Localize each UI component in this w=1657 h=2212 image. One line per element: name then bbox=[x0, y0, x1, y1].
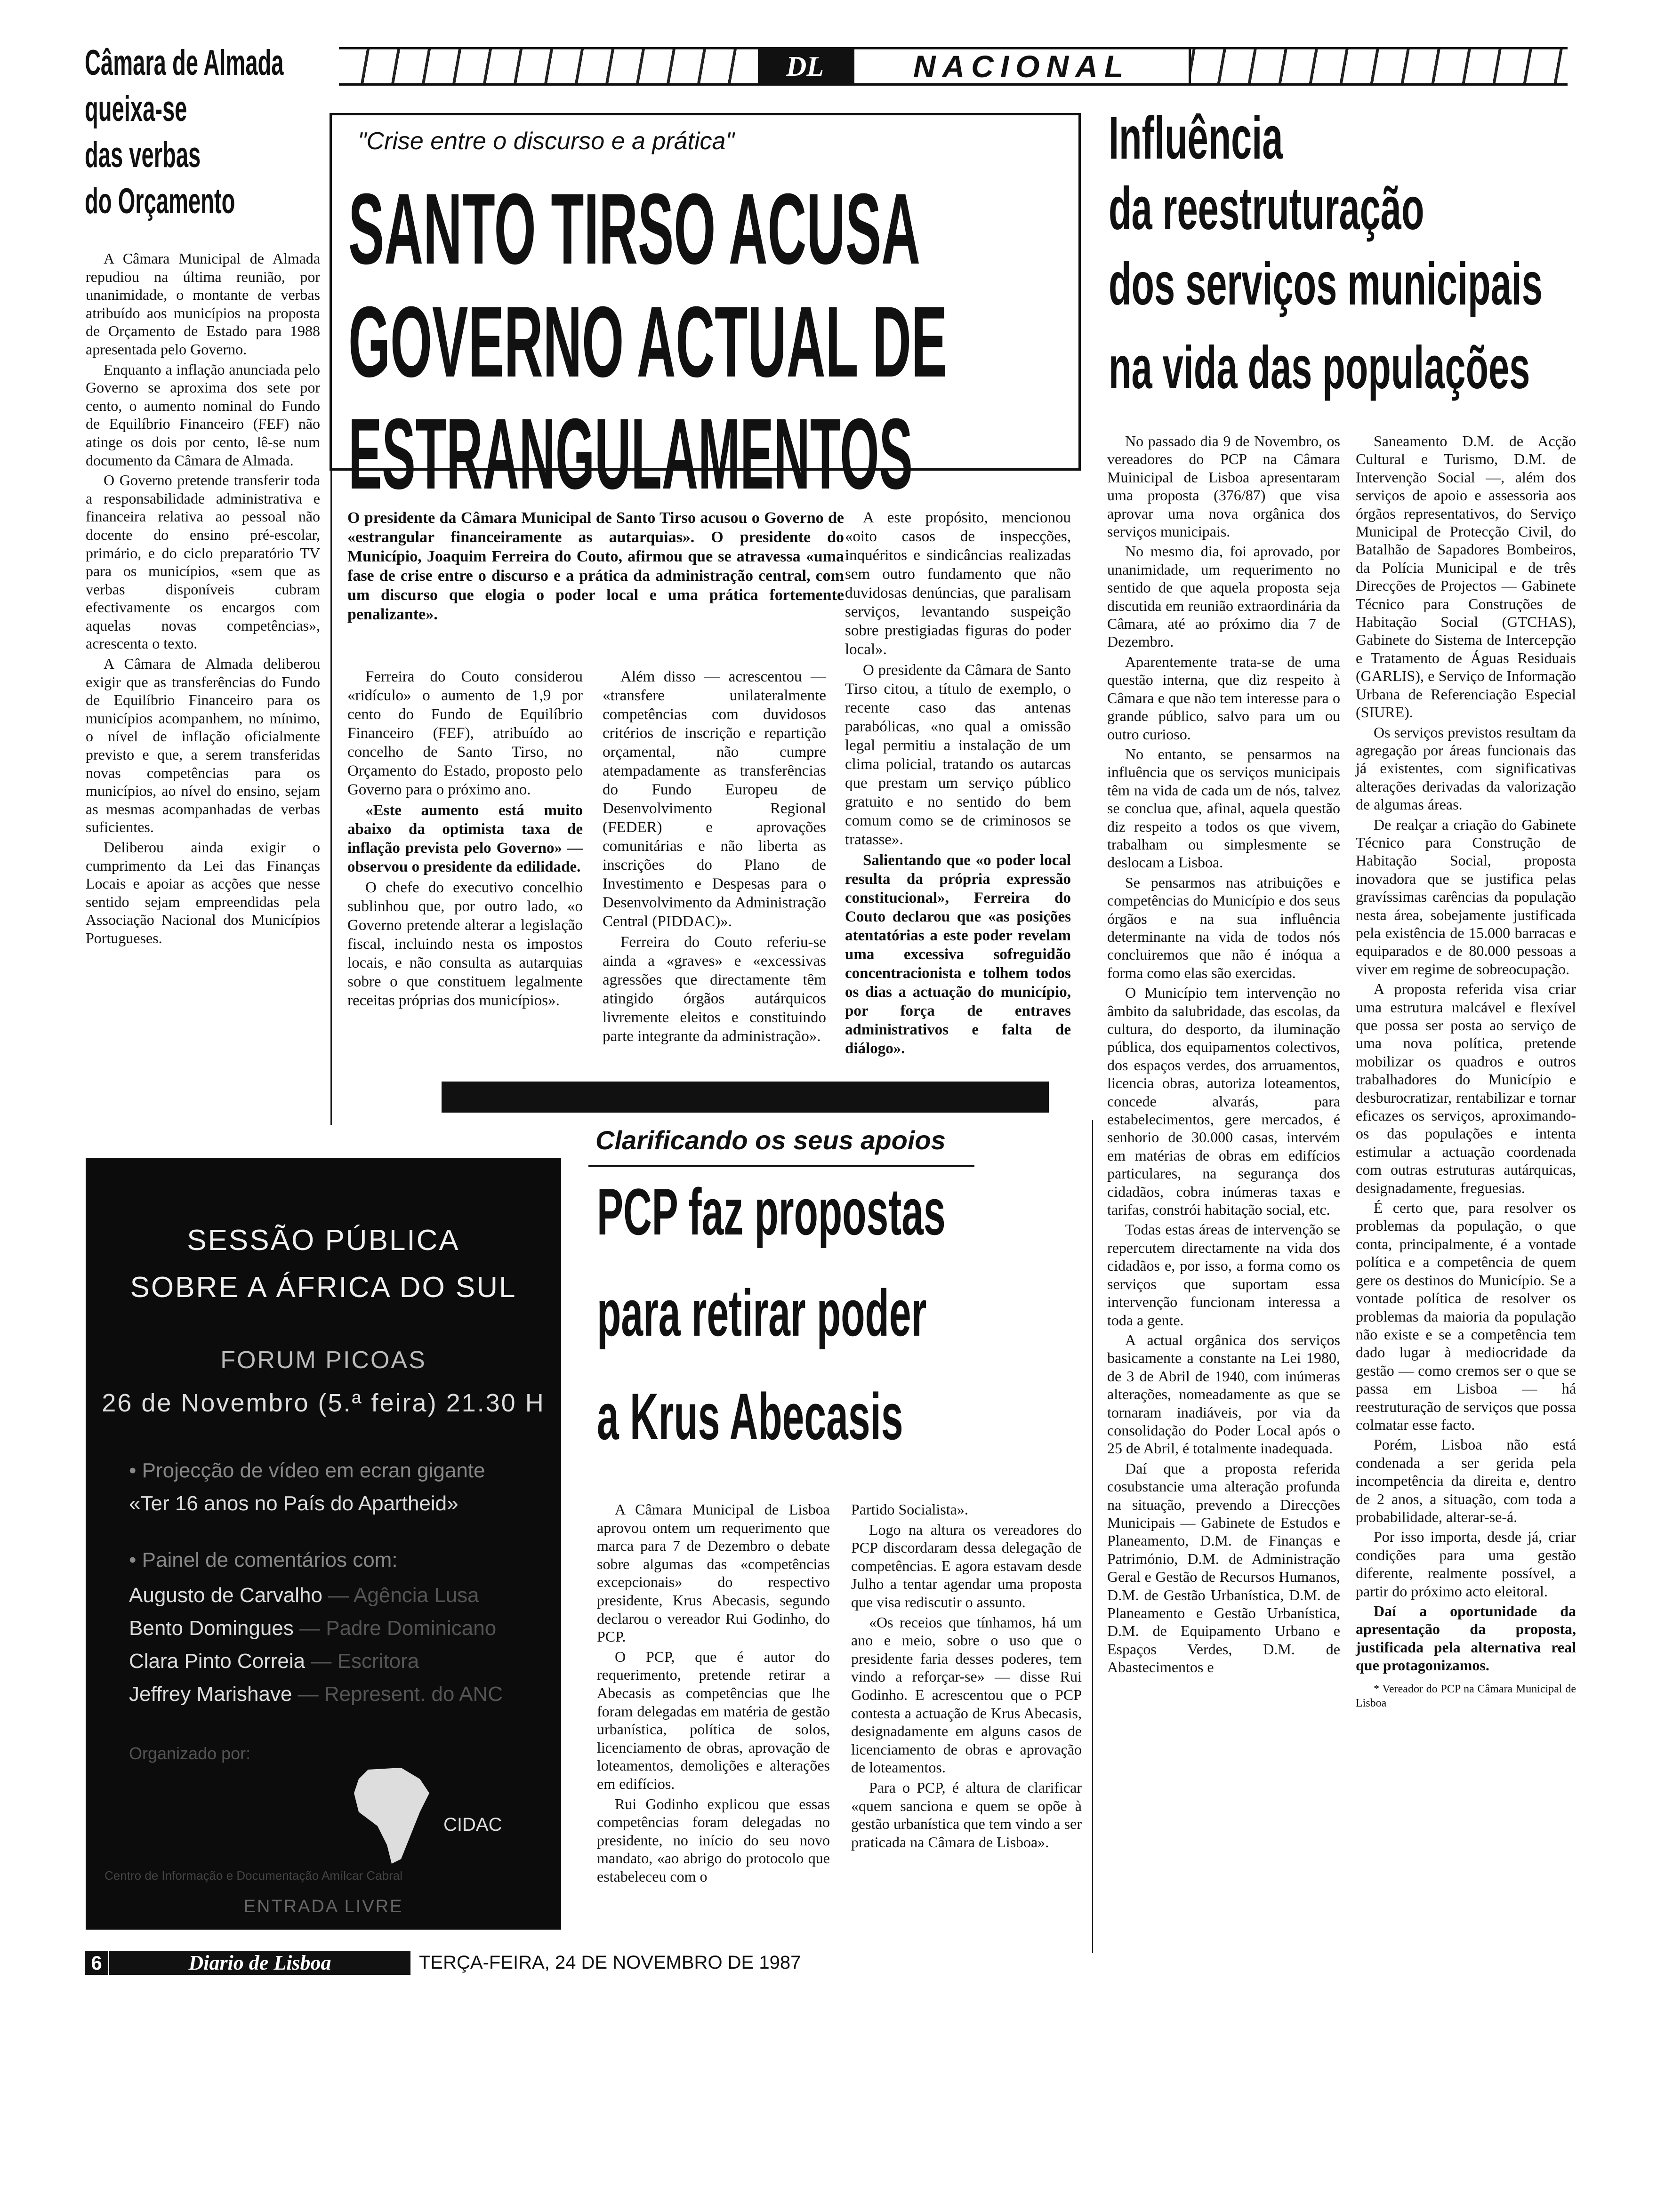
paragraph: Enquanto a inflação anunciada pelo Governo se aproxima dos sete por cento, o aumento nominal do Fundo de Equilíbrio Financeiro (FEF) não atinge os dois por cento, lê-se num documento da Câmara de Almada. bbox=[86, 361, 320, 469]
right-col-1: No passado dia 9 de Novembro, os vereadores do PCP na Câmara Muinicipal de Lisboa apresentaram uma proposta (376/87) que visa aprovar uma nova orgânica dos serviços municipais. No mesmo dia, foi aprovado, por unanimidade, um requerimento no sentido de que aquela proposta seja discutida em reunião extraordinária da Câmara, até ao próximo dia 7 de Dezembro. Aparentemente trata-se de uma questão interna, que diz respeito à Câmara e que não tem interesse para o grande público, salvo para um ou outro curioso. No entanto, se pensarmos na influência que os serviços municipais têm na vida de cada um de nós, talvez se conclua que, afinal, aquela questão diz respeito a todos os que vivem, trabalham ou simplesmente se deslocam a Lisboa. Se pensarmos nas atribuições e competências do Município e dos seus órgãos e na sua influência determinante na vida de todos nós concluiremos que não é inóqua a forma como elas são exercidas. O Município tem intervenção no âmbito da salubridade, das escolas, da cultura, do desporto, da iluminação pública, dos equipamentos colectivos, dos espaços verdes, dos arruamentos, licencia obras, autoriza loteamentos, concede alvarás, para estabelecimentos, gere mercados, é senhorio de 30.000 casas, intervém em matérias de obras em edifícios particulares, na segurança dos cidadãos, cobra inúmeras taxas e tarifas, constrói habitação social, etc. Todas estas áreas de intervenção se repercutem directamente na vida dos cidadãos e, por isso, a forma como os serviços que suportam essa intervenção funcionam interessa a toda a gente. A actual orgânica dos serviços basicamente a constante na Lei 1980, de 3 de Abril de 1940, com inúmeras alterações, nomeadamente as que se tornaram inadiáveis, por via da consolidação do Poder Local após o 25 de Abril, é totalmente inadequada. Daí que a proposta referida cosubstancie uma alteração profunda na situação, prevendo a Direcções Municipais — Gabinete de Estudos e Planeamento, D.M. de Finanças e Património, D.M. de Administração Geral e Gestão de Recursos Humanos, D.M. de Gestão Urbanística, D.M. de Planeamento e Gestão Urbanística, D.M. de Equipamento Urbano e Espaços Verdes, D.M. de Abastecimentos e bbox=[1107, 433, 1340, 1676]
ad-organizer-full: Centro de Informação e Documentação Amílcar Cabral bbox=[105, 1868, 402, 1883]
main-headline-2: GOVERNO ACTUAL DE bbox=[348, 286, 948, 398]
ad-organizer: CIDAC bbox=[443, 1814, 502, 1835]
ad-title-2: SOBRE A ÁFRICA DO SUL bbox=[130, 1271, 517, 1304]
event-advertisement bbox=[86, 1158, 561, 1930]
ad-title-1: SESSÃO PÚBLICA bbox=[187, 1224, 460, 1257]
ad-item-film: «Ter 16 anos no País do Apartheid» bbox=[129, 1492, 458, 1515]
ad-panelist: Augusto de Carvalho — Agência Lusa bbox=[129, 1584, 479, 1607]
pcp-col-1: A Câmara Municipal de Lisboa aprovou ontem um requerimento que marca para 7 de Dezembro o debate sobre algumas das «competências excepcionais» do respectivo presidente, Krus Abecasis, segundo declarou o vereador Rui Godinho, do PCP. O PCP, que é autor do requerimento, pretende retirar a Abecasis as competências que lhe foram delegadas em matéria de gestão urbanística, política de solos, licenciamento de obras, aprovação de loteamentos, demolições e alterações em edifícios. Rui Godinho explicou que essas competências foram delegadas no presidente, no início do seu novo mandato, «ao abrigo do protocolo que estabeleceu com o bbox=[597, 1501, 830, 1885]
ad-item-panel: • Painel de comentários com: bbox=[129, 1548, 398, 1571]
ad-datetime: 26 de Novembro (5.ª feira) 21.30 H bbox=[102, 1389, 545, 1417]
kicker-rule bbox=[588, 1165, 974, 1167]
right-headline-2: da reestruturação bbox=[1109, 175, 1424, 242]
left-headline-3: das verbas bbox=[85, 135, 201, 175]
left-headline-2: queixa-se bbox=[85, 89, 187, 129]
paragraph: A Câmara Municipal de Almada repudiou na última reunião, por unanimidade, o montante de verbas atribuído aos municípios na proposta de Orçamento de Estado para 1988 apresentada pelo Governo. bbox=[86, 250, 320, 358]
pcp-headline-2: para retirar poder bbox=[597, 1276, 927, 1350]
ad-item-video: • Projecção de vídeo em ecran gigante bbox=[129, 1459, 485, 1482]
issue-date: TERÇA-FEIRA, 24 DE NOVEMBRO DE 1987 bbox=[419, 1952, 801, 1973]
left-headline-1: Câmara de Almada bbox=[85, 43, 284, 83]
main-col-3: A este propósito, mencionou «oito casos de inspecções, inquéritos e sindicâncias realizadas sem outro fundamento que não duvidosas denúncias, que paralisam serviços, levantando suspeição sobre prestigiadas figuras do poder local». O presidente da Câmara de Santo Tirso citou, a título de exemplo, o recente caso das antenas parabólicas, «no qual a omissão legal permitiu a instalação de um clima policial, tratando os autarcas que prestam um serviço público gratuito e no sentido do bem comum como se de criminosos se tratasse». Salientando que «o poder local resulta da própria expressão constitucional», Ferreira do Couto declarou que «as posições atentatórias a este poder revelam uma excessiva sofreguidão concentracionista e tolhem todos os dias a actuação do município, por força de entraves administrativos e falta de diálogo». bbox=[845, 509, 1071, 1057]
main-col-2: Além disso — acrescentou — «transfere unilateralmente competências com duvidosos critérios de inscrição e repartição orçamental, não cumpre atempadamente as transferências do Fundo Europeu de Desenvolvimento Regional (FEDER) e aprovações comunitárias e não liberta as inscrições do Plano de Investimento e Despesas para o Desenvolvimento da Administração Central (PIDDAC)». Ferreira do Couto referiu-se ainda a «graves» e «excessivas agressões que directamente têm atingido órgãos autárquicos livremente eleitos e constituindo parte integrante da administração». bbox=[603, 668, 826, 1045]
column-rule bbox=[1092, 1120, 1093, 1953]
ad-panelist: Clara Pinto Correia — Escritora bbox=[129, 1650, 419, 1673]
left-article-body bbox=[86, 249, 320, 949]
right-headline-4: na vida das populações bbox=[1109, 334, 1530, 401]
footnote: * Vereador do PCP na Câmara Municipal de Lisboa bbox=[1356, 1683, 1576, 1709]
main-headline-3: ESTRANGULAMENTOS bbox=[348, 398, 913, 510]
main-kicker: "Crise entre o discurso e a prática" bbox=[358, 128, 734, 155]
ad-venue: FORUM PICOAS bbox=[220, 1346, 426, 1374]
pcp-col-2: Partido Socialista». Logo na altura os vereadores do PCP discordaram dessa delegação de competências. E agora estavam desde Julho a tentar agendar uma proposta que visa rediscutir o assunto. «Os receios que tínhamos, há um ano e meio, sobre o uso que o presidente faria desses poderes, tem vindo a reforçar-se» — disse Rui Godinho. E acrescentou que o PCP contesta a actuação de Krus Abecasis, designadamente em alguns casos de licenciamento de obras e aprovação de loteamentos. Para o PCP, é altura de clarificar «quem sanciona e quem se opõe à gestão urbanística que tem vindo a ser praticada na Câmara de Lisboa». bbox=[851, 1501, 1082, 1851]
newspaper-name: Diario de Lisboa bbox=[109, 1951, 410, 1975]
ad-panelist: Jeffrey Marishave — Represent. do ANC bbox=[129, 1683, 503, 1706]
paragraph: A Câmara de Almada deliberou exigir que as transferências do Fundo de Equilíbrio Financeiro para os municípios acompanhem, no mínimo, o nível de inflação oficialmente previsto e que, a serem transferidas novas competências para os municípios, ao nível do ensino, sejam as mesmas acompanhadas de verbas suficientes. bbox=[86, 655, 320, 836]
paragraph: Deliberou ainda exigir o cumprimento da Lei das Finanças Locais e apoiar as acções que nesse sentido sejam empreendidas pela Associação Nacional dos Municípios Portugueses. bbox=[86, 839, 320, 946]
pcp-headline-3: a Krus Abecasis bbox=[597, 1379, 903, 1453]
newspaper-logo: DL bbox=[758, 47, 852, 86]
separator-bar bbox=[442, 1082, 1049, 1113]
left-headline-4: do Orçamento bbox=[85, 181, 235, 221]
ad-panelist: Bento Domingues — Padre Dominicano bbox=[129, 1617, 497, 1640]
ad-organizer-label: Organizado por: bbox=[129, 1744, 251, 1763]
right-headline-3: dos serviços municipais bbox=[1109, 250, 1543, 318]
section-label: NACIONAL bbox=[852, 47, 1191, 86]
pcp-kicker: Clarificando os seus apoios bbox=[595, 1125, 946, 1155]
pcp-headline-1: PCP faz propostas bbox=[597, 1175, 946, 1249]
page-number: 6 bbox=[85, 1951, 108, 1975]
left-article bbox=[85, 45, 320, 219]
africa-map-icon bbox=[349, 1765, 434, 1868]
ad-entry: ENTRADA LIVRE bbox=[243, 1897, 403, 1916]
main-col-1: Ferreira do Couto considerou «ridículo» o aumento de 1,9 por cento do Fundo de Equilíbrio Financeiro (FEF), atribuído ao concelho de Santo Tirso, no Orçamento do Estado, proposto pelo Governo para o próximo ano. «Este aumento está muito abaixo da optimista taxa de inflação prevista pelo Governo» — observou o presidente da edilidade. O chefe do executivo concelhio sublinhou que, por outro lado, «o Governo pretende alterar a legislação fiscal, incluindo nesta os impostos locais, e não consulta as autarquias sobre o que constituem legalmente receitas próprias dos municípios». bbox=[347, 668, 583, 1009]
right-col-2: Saneamento D.M. de Acção Cultural e Turismo, D.M. de Intervenção Social —, além dos serviços de apoio e assessoria aos órgãos representativos, do Serviço Municipal de Protecção Civil, do Batalhão de Sapadores Bombeiros, da Polícia Municipal e de três Direcções de Projectos — Gabinete Técnico para Construções de Habitação Social (GTCHAS), Gabinete do Sistema de Intercepção e Tratamento de Águas Residuais (GARLIS), e Serviço de Informação Urbana de Referenciação Especial (SIURE). Os serviços previstos resultam da agregação por áreas funcionais das já existentes, com significativas alterações derivadas da valorização de algumas áreas. De realçar a criação do Gabinete Técnico para Construção de Habitação Social, proposta inovadora que se justifica pelas gravíssimas carências da população nesta área, sobejamente justificada pela existência de 15.000 barracas e equiparados e de 80.000 pessoas a viver em regime de sobreocupação. A proposta referida visa criar uma estrutura malcável e flexível que possa ser posta ao serviço de uma nova política, pretende mobilizar os quadros e outros trabalhadores do Município e desburocratizar, rentabilizar e tornar eficazes os serviços, aproximando-os das populações e intenta estimular a actuação coordenada com outras estruturas autárquicas, designadamente, freguesias. É certo que, para resolver os problemas da população, o que conta, principalmente, é a vontade política e a competência de quem gere os destinos do Município. Se a vontade política de resolver os problemas da maioria da população não existe e se a competência tem dado lugar à mediocridade da gestão — como cremos ser o que se passa em Lisboa — há reestruturação de serviços que possa colmatar esse facto. Porém, Lisboa não está condenada a ser gerida pela incompetência da direita e, dentro de 2 anos, a situação, com toda a probabilidade, alterar-se-á. Por isso importa, desde já, criar condições para uma gestão diferente, realmente possível, a partir do próximo acto eleitoral. Daí a oportunidade da apresentação da proposta, justificada pela alternativa real que protagonizamos. * Vereador do PCP na Câmara Municipal de Lisboa bbox=[1356, 433, 1576, 1709]
right-headline-1: Influência bbox=[1109, 104, 1283, 172]
main-headline-1: SANTO TIRSO ACUSA bbox=[348, 173, 920, 285]
main-lead: O presidente da Câmara Municipal de Santo Tirso acusou o Governo de «estrangular financeiramente as autarquias». O presidente do Município, Joaquim Ferreira do Couto, afirmou que se atravessa «uma fase de crise entre o discurso e a prática da administração central, com um discurso que elogia o poder local e uma prática fortemente penalizante». bbox=[347, 509, 844, 623]
paragraph: O Governo pretende transferir toda a responsabilidade administrativa e financeira relativa ao pessoal não docente do ensino pré-escolar, primário, e do ciclo preparatório TV para os municípios, «sem que as verbas disponíveis cubram efectivamente os encargos com aquelas novas competências», acrescenta o texto. bbox=[86, 472, 320, 652]
